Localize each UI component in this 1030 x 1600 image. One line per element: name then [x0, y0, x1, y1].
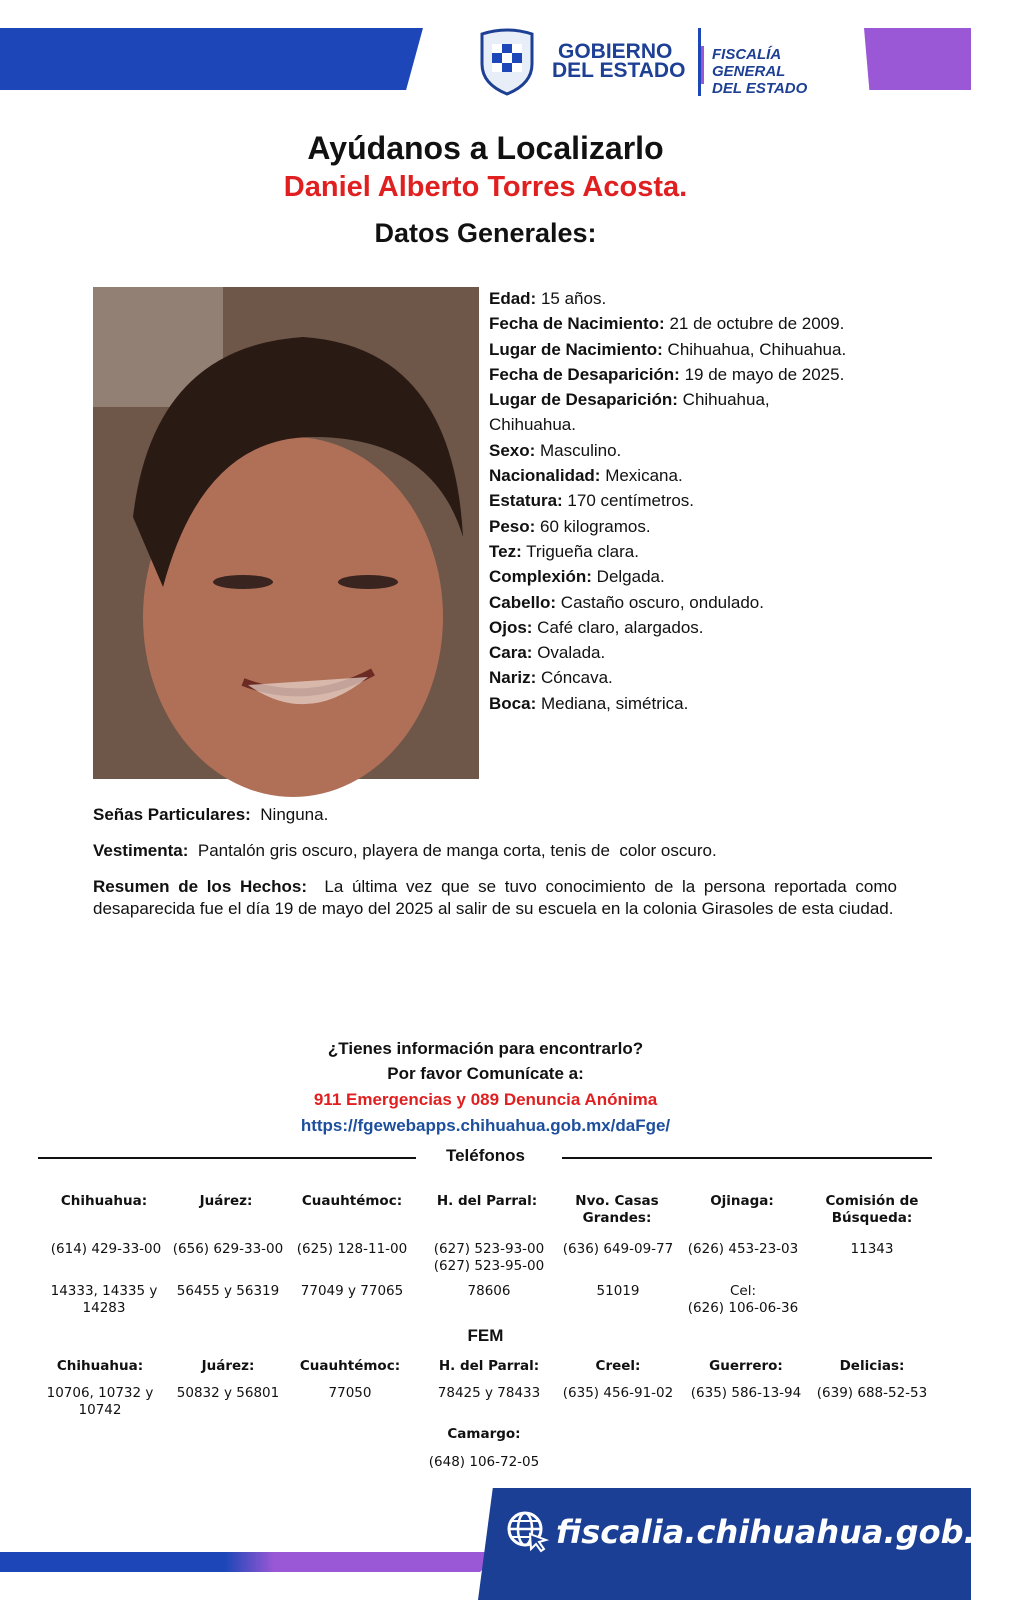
footer-stripe [0, 1552, 500, 1572]
fem-header-6: Delicias: [839, 1358, 905, 1374]
attr-fecha-desaparicion: Fecha de Desaparición: 19 de mayo de 2025. [489, 364, 845, 384]
gobierno-logo-text [552, 42, 692, 80]
attr-peso: Peso: 60 kilogramos. [489, 516, 651, 536]
fem-header-1: Juárez: [201, 1358, 255, 1374]
attribute-list [489, 286, 849, 716]
fem-value: (635) 586-13-94 [690, 1385, 802, 1401]
attr-estatura: Estatura: 170 centímetros. [489, 491, 695, 511]
attr-tez: Tez: Trigueña clara. [489, 541, 639, 561]
fem-header-0: Chihuahua: [56, 1358, 144, 1374]
attr-edad: Edad: 15 años. [489, 289, 607, 308]
tel-value: 11343 [850, 1241, 894, 1257]
tel-value: (656) 629-33-00 [172, 1241, 284, 1257]
report-link[interactable]: https://fgewebapps.chihuahua.gob.mx/daFge/ [300, 1116, 671, 1135]
section-heading: Datos Generales: [374, 218, 597, 248]
logo-divider-accent [701, 46, 704, 84]
emergency-numbers: 911 Emergencias y 089 Denuncia Anónima [313, 1090, 658, 1109]
state-shield-icon [478, 28, 536, 96]
resumen-hechos: Resumen de los Hechos: La última vez que se tuvo conocimiento de la persona reportada como desaparecida fue el día 19 de mayo del 2025 al salir de su escuela en la colonia Girasoles de esta ciudad. [93, 877, 902, 918]
fiscalia-line1: FISCALÍA GENERAL [712, 46, 786, 80]
fem-value-camargo: (648) 106-72-05 [428, 1454, 540, 1470]
attr-nacionalidad: Nacionalidad: Mexicana. [489, 466, 683, 486]
fem-header-4: Creel: [595, 1358, 641, 1374]
fiscalia-logo-text [712, 46, 842, 97]
tel-value: 14333, 14335 y 14283 [50, 1283, 158, 1316]
contact-prompt: Por favor Comunícate a: [387, 1064, 584, 1083]
tel-value: 56455 y 56319 [176, 1283, 280, 1299]
tel-header-0: Chihuahua: [60, 1193, 148, 1209]
vestimenta: Vestimenta: Pantalón gris oscuro, playera de manga corta, tenis de color oscuro. [93, 841, 717, 860]
fiscalia-line2: DEL ESTADO [712, 80, 808, 97]
tel-value: (614) 429-33-00 [50, 1241, 162, 1257]
tel-header-4: Nvo. Casas Grandes: [575, 1193, 659, 1226]
attr-fecha-nacimiento: Fecha de Nacimiento: 21 de octubre de 2009. [489, 314, 845, 334]
attr-cara: Cara: Ovalada. [489, 643, 606, 663]
fem-value: 78425 y 78433 [437, 1385, 541, 1401]
header-purple-bar [864, 28, 971, 90]
tel-value: 78606 [467, 1283, 511, 1299]
footer-website[interactable]: fiscalia.chihuahua.gob.mx [556, 1513, 1030, 1551]
person-name: Daniel Alberto Torres Acosta. [283, 171, 688, 203]
fem-heading: FEM [467, 1326, 504, 1345]
tel-value: (625) 128-11-00 [296, 1241, 408, 1257]
attr-sexo: Sexo: Masculino. [489, 440, 622, 460]
tel-header-6: Comisión de Búsqueda: [825, 1193, 919, 1226]
fem-value: (639) 688-52-53 [816, 1385, 928, 1401]
tel-header-3: H. del Parral: [436, 1193, 538, 1209]
tel-value: (627) 523-93-00 (627) 523-95-00 [433, 1241, 545, 1274]
gov-line2: DEL ESTADO [552, 59, 686, 82]
attr-cabello: Cabello: Castaño oscuro, ondulado. [489, 592, 764, 612]
fem-value: 77050 [328, 1385, 372, 1401]
attr-lugar-desaparicion: Lugar de Desaparición: Chihuahua, Chihuahua. [489, 390, 770, 435]
tel-value: 51019 [596, 1283, 640, 1299]
tel-value: 77049 y 77065 [300, 1283, 404, 1299]
tel-value: (626) 453-23-03 [687, 1241, 799, 1257]
tel-header-5: Ojinaga: [710, 1193, 774, 1209]
fem-header-2: Cuauhtémoc: [299, 1358, 401, 1374]
attr-boca: Boca: Mediana, simétrica. [489, 693, 689, 713]
globe-cursor-icon [506, 1510, 548, 1552]
fem-header-camargo: Camargo: [447, 1426, 521, 1442]
gov-line1: GOBIERNO [558, 40, 673, 63]
person-photo [93, 287, 479, 779]
telefonos-heading: Teléfonos [445, 1146, 526, 1165]
fem-value: 50832 y 56801 [176, 1385, 280, 1401]
senas-particulares: Señas Particulares: Ninguna. [93, 805, 329, 824]
attr-nariz: Nariz: Cóncava. [489, 668, 613, 688]
attr-ojos: Ojos: Café claro, alargados. [489, 617, 704, 637]
attr-complexion: Complexión: Delgada. [489, 567, 665, 587]
fem-header-3: H. del Parral: [438, 1358, 540, 1374]
header-blue-bar [0, 28, 423, 90]
tel-header-1: Juárez: [199, 1193, 253, 1209]
fem-header-5: Guerrero: [709, 1358, 783, 1374]
fem-value: 10706, 10732 y 10742 [46, 1385, 154, 1418]
tel-value: (636) 649-09-77 [562, 1241, 674, 1257]
fem-value: (635) 456-91-02 [562, 1385, 674, 1401]
contact-question: ¿Tienes información para encontrarlo? [327, 1039, 644, 1058]
page-title: Ayúdanos a Localizarlo [307, 130, 664, 166]
attr-lugar-nacimiento: Lugar de Nacimiento: Chihuahua, Chihuahua. [489, 339, 847, 359]
tel-value: Cel: (626) 106-06-36 [687, 1283, 799, 1316]
tel-header-2: Cuauhtémoc: [301, 1193, 403, 1209]
